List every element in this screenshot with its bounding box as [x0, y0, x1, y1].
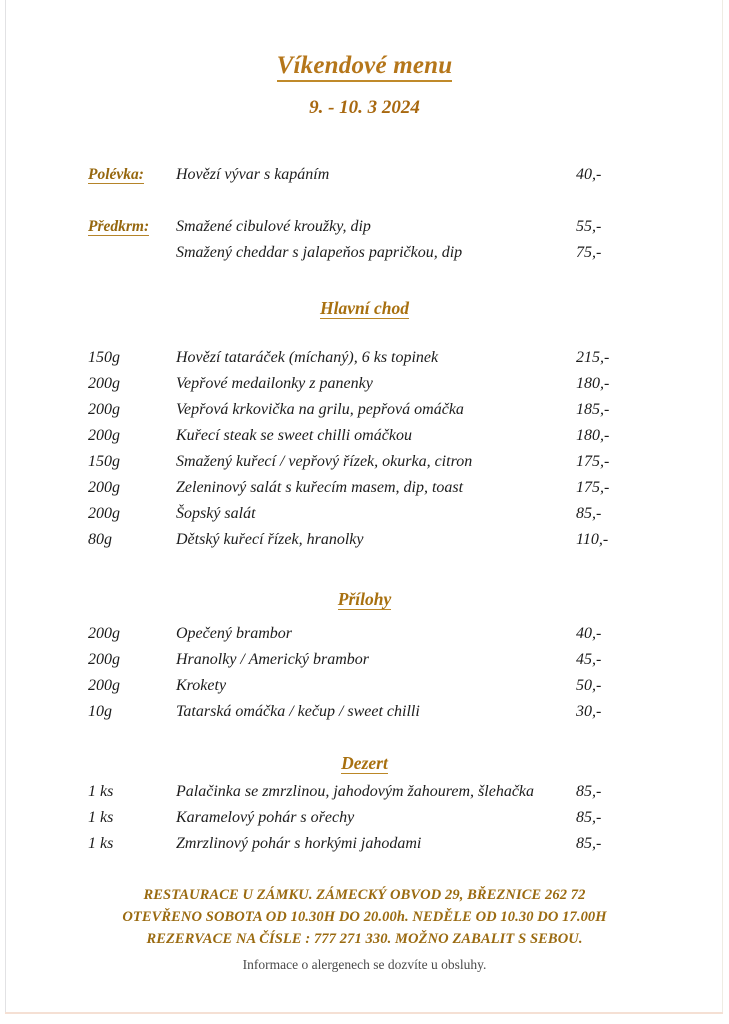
dish-price: 215,-	[576, 349, 610, 366]
bottom-rule	[5, 1012, 723, 1014]
dish-name: Vepřové medailonky z panenky	[176, 375, 373, 392]
dish-name: Zmrzlinový pohár s horkými jahodami	[176, 835, 422, 852]
menu-row	[88, 214, 648, 240]
menu-row	[88, 397, 648, 423]
dish-weight: 150g	[88, 349, 120, 366]
dish-price: 75,-	[576, 244, 602, 261]
menu-row	[88, 647, 648, 673]
menu-row	[88, 699, 648, 725]
starter-label-text: Předkrm:	[88, 218, 150, 235]
soup-label	[88, 162, 176, 188]
dish-weight: 200g	[88, 375, 120, 392]
section-sides	[88, 621, 648, 725]
footer-address-line: RESTAURACE U ZÁMKU. ZÁMECKÝ OBVOD 29, BŘEZNICE 262 72	[143, 887, 586, 903]
footer-hours-line: OTEVŘENO SOBOTA OD 10.30H DO 20.00h. NEDĚLE OD 10.30 DO 17.00H	[122, 909, 607, 925]
dish-price: 55,-	[576, 218, 602, 235]
dish-price: 110,-	[576, 531, 609, 548]
dish-name: Smažený cheddar s jalapeňos papričkou, dip	[176, 244, 463, 261]
menu-row	[88, 779, 648, 805]
section-main-course	[88, 345, 648, 553]
menu-row	[88, 475, 648, 501]
dish-name: Krokety	[176, 677, 227, 694]
dish-price: 175,-	[576, 453, 610, 470]
dish-price: 45,-	[576, 651, 602, 668]
footer-reservation-line: REZERVACE NA ČÍSLE : 777 271 330. MOŽNO ZABALIT S SEBOU.	[146, 931, 583, 947]
dish-price: 85,-	[576, 835, 602, 852]
dish-name: Tatarská omáčka / kečup / sweet chilli	[176, 703, 420, 720]
section-starter	[88, 214, 648, 266]
dish-price: 85,-	[576, 809, 602, 826]
section-heading-dessert	[0, 753, 729, 774]
dish-price: 180,-	[576, 375, 610, 392]
allergen-note: Informace o alergenech se dozvíte u obsluhy.	[242, 957, 487, 972]
dish-name: Dětský kuřecí řízek, hranolky	[176, 531, 364, 548]
section-heading-dessert-text: Dezert	[341, 753, 388, 773]
section-dessert	[88, 779, 648, 857]
dish-price: 175,-	[576, 479, 610, 496]
dish-price: 30,-	[576, 703, 602, 720]
footer-contact-block	[0, 884, 729, 950]
page-title	[0, 0, 729, 80]
dish-weight: 1 ks	[88, 835, 114, 852]
dish-name: Kuřecí steak se sweet chilli omáčkou	[176, 427, 412, 444]
dish-weight: 200g	[88, 625, 120, 642]
menu-row	[88, 805, 648, 831]
dish-name: Vepřová krkovička na grilu, pepřová omáčka	[176, 401, 464, 418]
menu-row	[88, 621, 648, 647]
menu-row	[88, 449, 648, 475]
menu-row	[88, 345, 648, 371]
dish-weight: 1 ks	[88, 809, 114, 826]
dish-weight: 200g	[88, 401, 120, 418]
dish-price: 85,-	[576, 505, 602, 522]
section-heading-main-course	[0, 298, 729, 319]
page-title-text: Víkendové menu	[277, 52, 453, 82]
menu-date-range: 9. - 10. 3 2024	[309, 97, 420, 118]
section-soup	[88, 162, 648, 188]
dish-name: Smažené cibulové kroužky, dip	[176, 218, 371, 235]
dish-name: Karamelový pohár s ořechy	[176, 809, 355, 826]
dish-name: Hovězí vývar s kapáním	[176, 166, 330, 183]
dish-price: 85,-	[576, 783, 602, 800]
dish-name: Opečený brambor	[176, 625, 292, 642]
dish-weight: 10g	[88, 703, 112, 720]
menu-row	[88, 371, 648, 397]
menu-row	[88, 162, 648, 188]
menu-row	[88, 673, 648, 699]
dish-price: 50,-	[576, 677, 602, 694]
section-heading-main-course-text: Hlavní chod	[320, 298, 409, 318]
dish-weight: 150g	[88, 453, 120, 470]
dish-name: Palačinka se zmrzlinou, jahodovým žahourem, šlehačka	[176, 783, 535, 800]
section-heading-sides	[0, 589, 729, 610]
dish-price: 185,-	[576, 401, 610, 418]
dish-weight: 200g	[88, 505, 120, 522]
dish-price: 40,-	[576, 166, 602, 183]
menu-row	[88, 831, 648, 857]
dish-name: Zeleninový salát s kuřecím masem, dip, toast	[176, 479, 464, 496]
dish-price: 40,-	[576, 625, 602, 642]
menu-row	[88, 527, 648, 553]
menu-row	[88, 240, 648, 266]
soup-label-text: Polévka:	[88, 166, 144, 183]
dish-name: Hranolky / Americký brambor	[176, 651, 369, 668]
dish-name: Hovězí tataráček (míchaný), 6 ks topinek	[176, 349, 439, 366]
dish-weight: 200g	[88, 479, 120, 496]
dish-name: Smažený kuřecí / vepřový řízek, okurka, citron	[176, 453, 473, 470]
dish-weight: 200g	[88, 651, 120, 668]
menu-row	[88, 423, 648, 449]
dish-name: Šopský salát	[176, 505, 256, 522]
dish-price: 180,-	[576, 427, 610, 444]
section-heading-sides-text: Přílohy	[337, 589, 392, 609]
dish-weight: 200g	[88, 677, 120, 694]
menu-row	[88, 501, 648, 527]
dish-weight: 80g	[88, 531, 112, 548]
starter-label	[88, 214, 176, 240]
dish-weight: 200g	[88, 427, 120, 444]
dish-weight: 1 ks	[88, 783, 114, 800]
